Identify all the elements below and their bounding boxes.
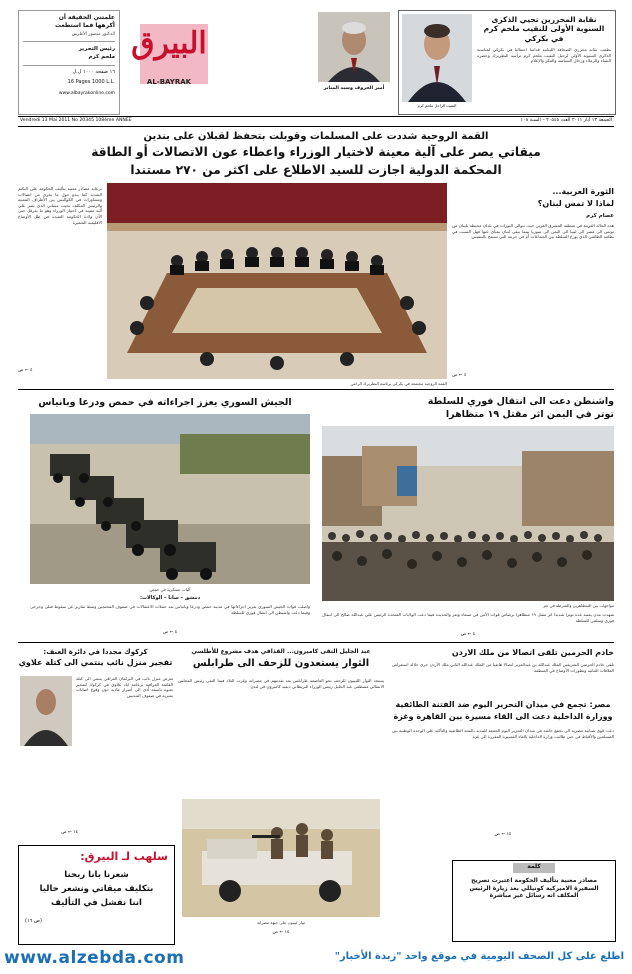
libya-continued: ١٤ ← ص <box>272 930 290 935</box>
syria-continued: ٤ ← ص <box>162 630 178 635</box>
iraq-continued: ١٤ ← ص <box>61 830 78 835</box>
iraq-box <box>18 646 173 841</box>
libya-headline: الثوار يستعدون للزحف الى طرابلس <box>192 658 370 669</box>
yemen-caption: مواجهات بين المتظاهرين والشرطة في تعز <box>542 603 614 608</box>
promo-box <box>18 845 175 945</box>
section-rule <box>18 642 614 643</box>
kalima-box <box>452 860 616 942</box>
kalima-heading: كلمة <box>513 863 555 873</box>
syria-dateline: دمشق – سانا – الوكالات: <box>139 595 201 601</box>
promo-line-2: بتكليف ميقاتي ونشعر حاليا <box>39 884 154 894</box>
opinion-title-1: الثورة العربية... <box>552 187 614 196</box>
masthead-left-column <box>18 10 120 115</box>
topbox-syndicate <box>398 10 616 115</box>
date-bar <box>18 116 614 127</box>
divider <box>23 65 115 66</box>
section-rule <box>18 389 614 390</box>
opinion-box <box>452 183 614 383</box>
egypt-continued: ١٤ ← ص <box>494 832 512 837</box>
opinion-continued: ٤ ← ص <box>452 373 467 378</box>
syndicate-caption: النقيب الراحل ملحم كرم <box>417 103 457 108</box>
topbox-portrait-2 <box>314 10 394 98</box>
opinion-author: عصام كرم <box>586 213 614 219</box>
main-kicker: القمة الروحية شددت على المسلمات وقوبلت بتحفظ لقبلان على بندين <box>143 131 489 142</box>
iraq-kicker: كركوك مجددا في دائرة العنف: <box>43 648 148 656</box>
egypt-box <box>392 700 614 840</box>
logo <box>120 16 218 98</box>
libya-photo <box>182 799 380 917</box>
date-arabic: الجمعة ١٣ أيار ٢٠١١ العدد ٢٠٥٤٥ – السنة ١٠٨ <box>520 118 612 123</box>
portrait-photo <box>318 12 390 82</box>
left-column-continued: ٤ ← ص <box>18 368 33 373</box>
military-vehicles-illustration <box>30 414 310 584</box>
saudi-box <box>392 646 614 696</box>
chief-name: ملحم كرم <box>88 54 115 60</box>
syndicate-headline: نقابة المحررين تحيي الذكرى السنوية الأولى للنقيب ملحم كرم في بكركي <box>483 15 605 43</box>
syria-headline: الجيش السوري يعزز اجراءاته في حمص ودرعا وبانياس <box>38 397 292 408</box>
saudi-headline: خادم الحرمين تلقى اتصالا من ملك الاردن <box>451 648 614 657</box>
main-photo-caption: القمة الروحية مجتمعة في بكركي برئاسة البطريرك الراعي <box>350 381 447 386</box>
kalima-body: مصادر معنية بتأليف الحكومة اعتبرت تصريح السفيرة الاميركية كونيللي بعد زيارة الرئيس المكلف انه رسائل غير مباشرة <box>469 877 599 899</box>
egypt-headline: ووزارة الداخلية دعت الى القاء مسيرة بين القاهرة وغزة <box>393 712 613 721</box>
tagline-author: الدكتور منصور الأطرش <box>71 32 115 37</box>
divider <box>23 41 115 42</box>
logo-arabic: البيرق <box>131 26 207 61</box>
summit-illustration <box>107 183 447 379</box>
opinion-title-2: لماذا لا تمس لبنان؟ <box>537 199 614 208</box>
yemen-headline-2: توتر في اليمن اثر مقتل ١٩ متظاهرا <box>445 409 614 420</box>
promo-line-1: شعرنا بانا ربحنا <box>64 870 129 880</box>
syndicate-body: نظمت نقابة محرري الصحافة اللبنانية قداسا احتفاليا في بكركي لمناسبة الذكرى السنوية الأولى لرحيل النقيب ملحم كرم ترأسه البطريرك وحضره النقباء والزملاء ورجال السياسة والفكر والإعلام <box>477 47 611 64</box>
iraq-photo <box>20 676 72 746</box>
rebels-truck-illustration <box>182 799 380 917</box>
pages-count: ١٦ صفحة ١٠٠٠ ل.ل <box>72 69 115 75</box>
masthead <box>18 10 614 115</box>
pages-count-en: 16 Pages 1000 L.L. <box>67 79 115 85</box>
promo-line-3: اننا نفشل في التأليف <box>51 898 142 908</box>
left-column-body: برعاية مصادر معنية بتأليف الحكومة على التكتم الشديد كما يبدو حول ما يجري من اتصالات ومشاورات في الكواليس بين الأطراف المعنية والرئيس المكلف نجيب ميقاتي الذي يصر على آلية معينة في اختيار الوزراء وهو ما يعرقل حتى الآن ولادة الحكومة العتيدة في ظل الأوضاع الاقليمية المتغيرة <box>18 186 102 225</box>
chief-label: رئيس التحرير <box>78 46 115 52</box>
footer-bar <box>0 946 632 974</box>
logo-latin: AL-BAYRAK <box>146 78 192 86</box>
syria-body: واصلت قوات الجيش السوري تعزيز اجراءاتها في مدينة حمص ودرعا وبانياس بعد حملات الاعتقالات في صفوف المحتجين وسط تقارير عن سقوط قتلى وجرحى وفيما دعت واشنطن الى انتقال فوري للسلطة <box>30 604 310 615</box>
portrait-illustration <box>318 12 390 82</box>
iraq-body: تعرض منزل نائب في البرلمان العراقي ينتمي الى كتلة القائمة العراقية بزعامة اياد علاوي في كركوك لتفجير بعبوة ناسفة أدى الى أضرار مادية دون وقوع اصابات بشرية في صفوف المدنيين <box>76 676 173 698</box>
saudi-body: تلقى خادم الحرمين الشريفين الملك عبدالله بن عبدالعزيز اتصالا هاتفيا من الملك عبدالله الثاني ملك الأردن جرى خلاله استعراض العلاقات الثنائية وتطورات الأوضاع في المنطقة <box>392 662 614 673</box>
main-photo <box>107 183 447 379</box>
syndicate-photo <box>402 14 472 102</box>
yemen-continued: ٤ ← ص <box>460 632 476 637</box>
date-latin: Vendredi 13 Mai 2011 No 20345 108ème ANNEE <box>20 118 132 123</box>
main-headline-1: ميقاتي يصر على آلية معينة لاختيار الوزراء واعطاء عون الاتصالات أو الطاقة <box>91 145 541 159</box>
libya-kicker: عبد الجليل التقى كاميرون... القذافي هدف مشروع للأطلسي <box>191 648 371 655</box>
main-headline-2: المحكمة الدولية اجازت للسيد الاطلاع على اكثر من ٢٧٠ مستندا <box>130 163 502 177</box>
egypt-kicker: مصر: تجمع في ميدان التحرير اليوم ضد الفتنة الطائفية <box>395 700 611 709</box>
yemen-photo <box>322 426 614 601</box>
promo-page: (ص ١٦) <box>25 918 42 924</box>
portrait-caption: أمير الحروف وسيد المنابر <box>323 86 385 91</box>
yemen-body: شهدت مدن يمنية عدة توترا شديدا اثر مقتل ١٩ متظاهرا برصاص قوات الأمن في صنعاء وتعز والحديدة فيما دعت الولايات المتحدة الرئيس علي عبدالله صالح الى انتقال فوري وسلمي للسلطة <box>322 612 614 623</box>
libya-body: يستعد الثوار الليبيون للزحف نحو العاصمة طرابلس بعد تقدمهم في مصراتة وغرب البلاد فيما التقى رئيس المجلس الانتقالي مصطفى عبد الجليل رئيس الوزراء البريطاني ديفيد كاميرون في لندن <box>178 678 384 689</box>
syndicate-illustration <box>402 14 472 102</box>
footer-site[interactable]: www.alzebda.com <box>4 948 185 968</box>
syria-photo <box>30 414 310 584</box>
iraq-headline: تفجير منزل نائب ينتمي الى كتلة علاوي <box>18 658 173 667</box>
tagline-line-1: علمتني الحقيقة أن <box>58 14 115 21</box>
libya-caption: ثوار ليبيون على جبهة مصراتة <box>256 920 306 925</box>
iraq-portrait <box>20 676 72 746</box>
opinion-body: هذه الحالة الغريبة في منطقة المشرق العربي حيث تتوالى الثورات في بلدان محيطة بلبنان من تونس الى مصر الى ليبيا الى اليمن الى سوريا بينما يبقى لبنان بمنأى عنها فهل السبب في نظامه الطائفي الذي يوزع السلطة بين الجماعات أم في حريته التي تسمح بالتنفيس <box>452 223 614 240</box>
syria-caption: آليات عسكرية في حمص <box>149 587 191 592</box>
libya-box <box>178 646 384 946</box>
website: www.albayrakonline.com <box>58 91 115 96</box>
footer-promo: اطلع على كل الصحف اليومية في موقع واحد "زبدة الأخبار" <box>334 951 624 962</box>
promo-heading: سلهب لـ البيرق: <box>80 850 168 863</box>
tagline-line-2: أكرهها فما استطعت <box>54 22 115 29</box>
egypt-body: دعت قوى شبابية مصرية الى تجمع حاشد في ميدان التحرير اليوم الجمعة للتنديد بالفتنة الطائفية والتأكيد على الوحدة الوطنية بين المسلمين والأقباط في حين طالبت وزارة الداخلية بالغاء المسيرة المقررة الى غزة <box>392 728 614 739</box>
yemen-headline-1: واشنطن دعت الى انتقال فوري للسلطة <box>427 396 614 407</box>
protest-illustration <box>322 426 614 601</box>
